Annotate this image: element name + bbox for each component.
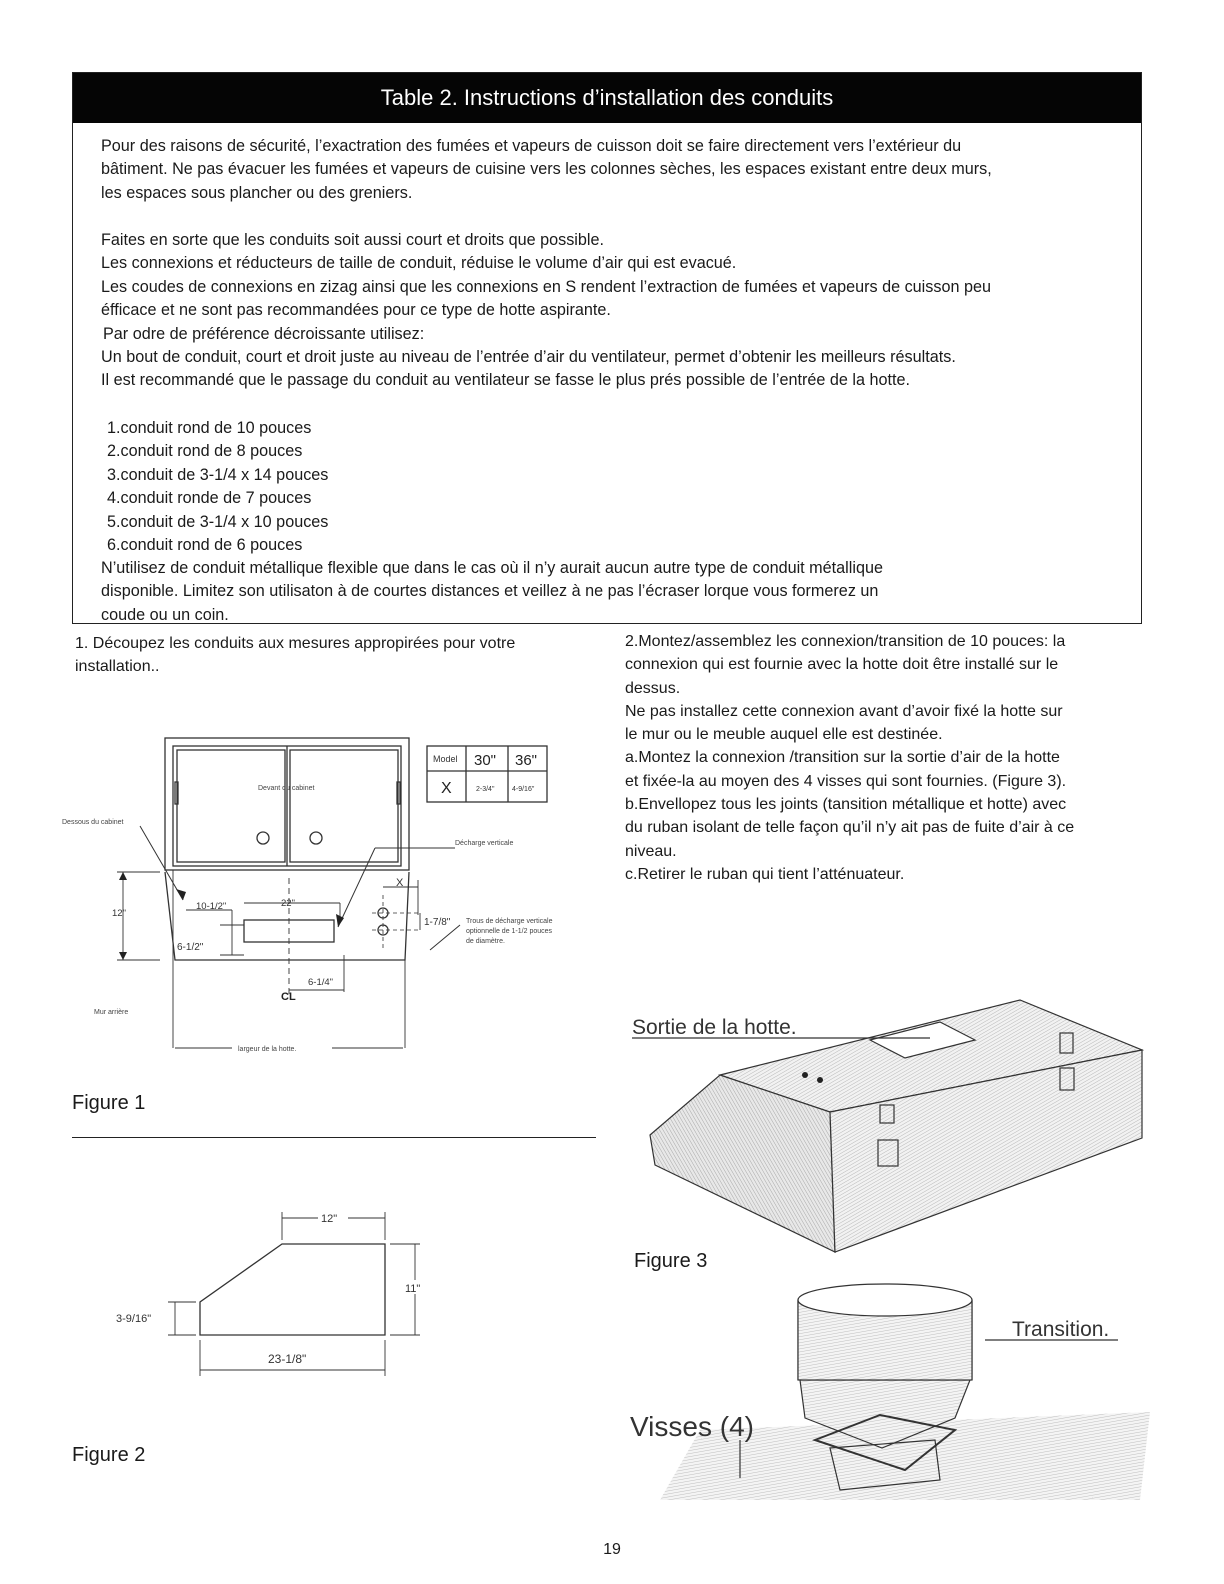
devant-label: Devant du cabinet [258, 785, 315, 792]
table-title: Table 2. Instructions d’installation des conduits [73, 73, 1141, 123]
flexible-duct-paragraph [101, 557, 1131, 627]
text-line: Faites en sorte que les conduits soit aussi court et droits que possible. [101, 231, 604, 249]
model-36: 36" [515, 752, 538, 769]
transition-illustration [620, 1270, 1160, 1510]
figure-1-caption: Figure 1 [72, 1092, 146, 1114]
text-line: Ne pas installez cette connexion avant d’avoir fixé la hotte sur [625, 702, 1063, 720]
text-line: du ruban isolant de telle façon qu’il n’y ait pas de fuite d’air à ce [625, 819, 1075, 837]
list-item: 5.conduit de 3-1/4 x 10 pouces [107, 512, 329, 531]
mur-label: Mur arrière [94, 1009, 129, 1016]
text-line: Les coudes de connexions en zizag ainsi que les connexions en S rendent l’extraction de fumées et vapeurs de cuisson peu [101, 277, 991, 296]
centerline-label: CL [281, 991, 296, 1003]
dim-6-1-4: 6-1/4" [308, 977, 334, 988]
dim-12: 12" [112, 908, 126, 919]
text-line: N’utilisez de conduit métallique flexible que dans le cas où il n’y aurait aucun autre type de conduit métallique [101, 559, 883, 577]
text-line: c.Retirer le ruban qui tient l’atténuateur. [625, 865, 905, 883]
text-line: connexion qui est fournie avec la hotte doit être installé sur le [625, 656, 1059, 674]
text-line: b.Envellopez tous les joints (tansition métallique et hotte) avec [625, 796, 1067, 814]
model-x-30: 2-3/4" [476, 786, 495, 793]
section-divider [72, 1137, 596, 1138]
text-line: a.Montez la connexion /transition sur la sortie d’air de la hotte [625, 749, 1060, 767]
list-item: 3.conduit de 3-1/4 x 14 pouces [107, 465, 329, 484]
figure-2-caption: Figure 2 [72, 1444, 146, 1466]
text-line: éfficace et ne sont pas recommandées pour ce type de hotte aspirante. [101, 301, 611, 320]
text-line: 2.Montez/assemblez les connexion/transition de 10 pouces: la [625, 633, 1066, 650]
text-line: Pour des raisons de sécurité, l’exactration des fumées et vapeurs de cuisson doit se faire directement vers l’extérieur du [101, 137, 962, 155]
dim-right-11: 11" [405, 1283, 421, 1295]
text-line: Les connexions et réducteurs de taille de conduit, réduise le volume d’air qui est evacué. [101, 254, 737, 273]
step-2-text [625, 630, 1145, 886]
text-line: le mur ou le meuble auquel elle est destinée. [625, 726, 943, 744]
text-line: installation.. [75, 658, 160, 676]
dim-10-1-2: 10-1/2" [196, 901, 227, 912]
text-line: bâtiment. Ne pas évacuer les fumées et vapeurs de cuisine vers les colonnes sèches, les espaces existant entre deux murs, [101, 160, 992, 179]
figure-1-diagram [0, 700, 610, 1060]
list-item: 1.conduit rond de 10 pouces [107, 419, 312, 437]
text-line: Il est recommandé que le passage du conduit au ventilateur se fasse le plus prés possible de l’entrée de la hotte. [101, 371, 910, 390]
figure-3-caption: Figure 3 [634, 1250, 708, 1272]
trous-label-3: de diamètre. [466, 938, 505, 945]
text-line: niveau. [625, 842, 677, 860]
text-line: disponible. Limitez son utilisaton à de courtes distances et veillez à ne pas l’écraser lorque vous formerez un [101, 582, 879, 601]
trous-label-1: Trous de décharge verticale [466, 918, 553, 925]
text-line: coude ou un coin. [101, 605, 229, 624]
model-x-36: 4-9/16" [512, 786, 535, 793]
text-line: Un bout de conduit, court et droit juste au niveau de l’entrée d’air du ventilateur, permet d’obtenir les meilleurs résultats. [101, 348, 956, 367]
largeur-label: largeur de la hotte. [238, 1046, 297, 1053]
model-30: 30" [474, 752, 497, 769]
decharge-label: Décharge verticale [455, 840, 514, 847]
dim-6-1-2: 6-1/2" [177, 942, 204, 953]
model-x: X [441, 780, 452, 797]
visses-label: Visses (4) [630, 1411, 754, 1442]
dim-top-12: 12" [321, 1213, 338, 1225]
dim-1-7-8: 1-7/8" [424, 917, 451, 928]
page-number: 19 [603, 1541, 621, 1558]
duct-guidance-paragraph [101, 229, 1131, 393]
text-line: et fixée-la au moyen des 4 visses qui sont fournies. (Figure 3). [625, 772, 1067, 790]
text-line: dessus. [625, 679, 681, 697]
dessous-label: Dessous du cabinet [62, 819, 124, 826]
model-header: Model [433, 754, 458, 764]
list-item: 2.conduit rond de 8 pouces [107, 442, 303, 461]
text-line: Par odre de préférence décroissante utilisez: [103, 324, 425, 343]
text-line: les espaces sous plancher ou des greniers. [101, 183, 413, 202]
installation-table [72, 72, 1142, 624]
dim-22: 22" [281, 898, 295, 909]
transition-label: Transition. [1012, 1318, 1110, 1341]
sortie-label: Sortie de la hotte. [632, 1016, 797, 1039]
figure-2-diagram [90, 1200, 450, 1400]
text-line: 1. Découpez les conduits aux mesures appropirées pour votre [75, 635, 516, 652]
list-item: 4.conduit ronde de 7 pouces [107, 489, 312, 508]
dim-bottom-23-1-8: 23-1/8" [268, 1352, 307, 1366]
x-dim-label: X [396, 877, 404, 889]
trous-label-2: optionnelle de 1-1/2 pouces [466, 928, 553, 935]
figure-3-hood-illustration [620, 990, 1160, 1290]
step-1-text [75, 632, 595, 679]
list-item: 6.conduit rond de 6 pouces [107, 536, 303, 555]
duct-preference-list [107, 417, 707, 557]
dim-left-3-9-16: 3-9/16" [116, 1313, 152, 1325]
safety-paragraph [101, 135, 1131, 205]
